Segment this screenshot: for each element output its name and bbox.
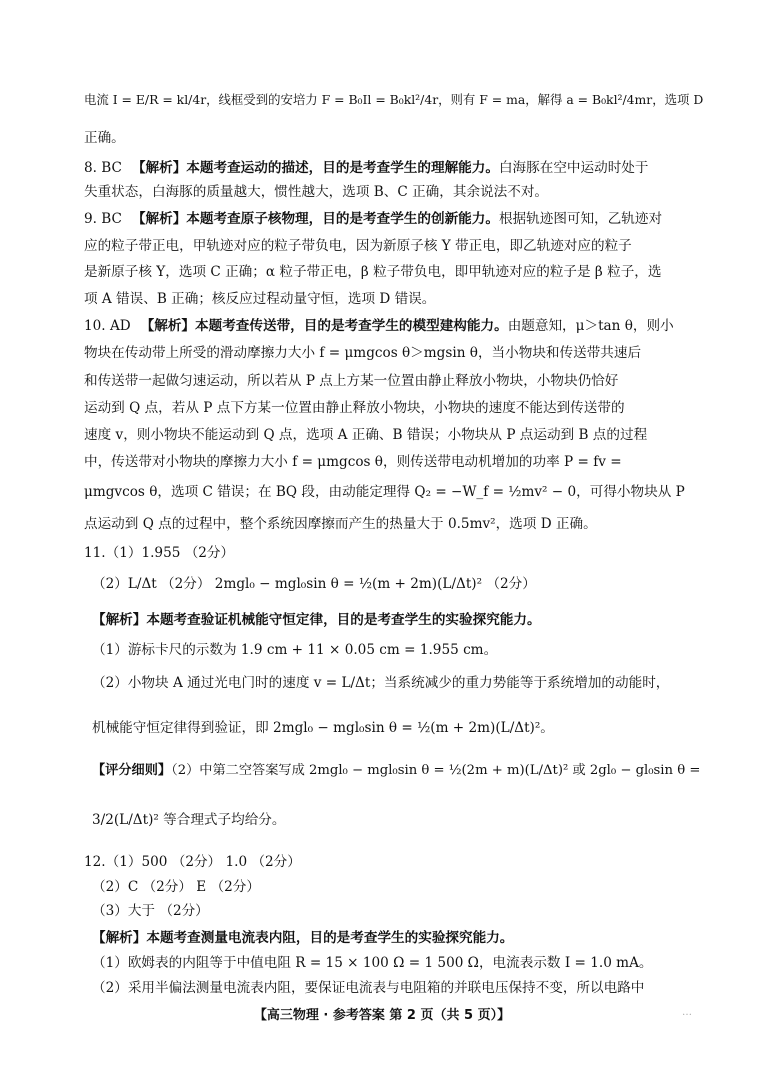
question-number: 9. BC — [84, 211, 122, 227]
line-text: （2）小物块 A 通过光电门时的速度 v = L/Δt；当系统减少的重力势能等于系统增加的动能时， — [92, 675, 670, 691]
line-text: （2）C （2分） E （2分） — [92, 879, 260, 895]
text-line — [92, 810, 286, 830]
line-text: μmgvcos θ，选项 C 错误；在 BQ 段，由动能定理得 Q₂ = −W_f = ½mv² − 0，可得小物块从 P — [84, 484, 685, 500]
analysis-heading: 【解析】本题考查验证机械能守恒定律，目的是考查学生的实验探究能力。 — [92, 612, 541, 628]
text-line — [92, 640, 497, 660]
text-line — [92, 673, 669, 693]
question-number: 8. BC — [84, 160, 122, 176]
line-text: （3）大于 （2分） — [92, 903, 209, 919]
line-text: 是新原子核 Y，选项 C 正确；α 粒子带正电，β 粒子带负电，即甲轨迹对应的粒子是 β 粒子，选 — [84, 264, 662, 280]
text-line — [84, 236, 632, 256]
line-text: 电流 I = E/R = kl/4r，线框受到的安培力 F = B₀Il = B₀kl²/4r，则有 F = ma，解得 a = B₀kl²/4mr，选项 D — [84, 92, 704, 107]
line-text: （2）L/Δt （2分） 2mgl₀ − mgl₀sin θ = ½(m + 2m)(L/Δt)² （2分） — [92, 576, 536, 592]
line-text: 正确。 — [84, 130, 125, 146]
line-text: 12.（1）500 （2分） 1.0 （2分） — [84, 854, 301, 870]
analysis-heading: 【解析】本题考查运动的描述，目的是考查学生的理解能力。 — [131, 160, 499, 176]
page-footer: 【高三物理 · 参考答案 第 2 页（共 5 页）】 — [253, 1008, 511, 1023]
text-line — [84, 289, 435, 309]
line-text: （1）欧姆表的内阻等于中值电阻 R = 15 × 100 Ω = 1 500 Ω，电流表示数 I = 1.0 mA。 — [92, 955, 653, 971]
text-line — [84, 90, 703, 110]
question-number: 10. AD — [84, 318, 131, 334]
text-line — [84, 262, 662, 282]
line-text: 根据轨迹图可知，乙轨迹对 — [498, 211, 663, 227]
line-text: （2）中第二空答案写成 2mgl₀ − mgl₀sin θ = ½(2m + m)(L/Δt)² 或 2gl₀ − gl₀sin θ = — [171, 763, 701, 778]
line-text: （2）采用半偏法测量电流表内阻，要保证电流表与电阻箱的并联电压保持不变，所以电路中 — [92, 980, 645, 996]
corner-mark: … — [682, 1007, 692, 1018]
line-text: （1）游标卡尺的示数为 1.9 cm + 11 × 0.05 cm = 1.955 cm。 — [92, 642, 498, 658]
text-line — [92, 928, 513, 948]
text-line — [92, 877, 260, 897]
text-line — [84, 209, 662, 229]
text-line — [84, 182, 548, 202]
text-line — [92, 610, 541, 630]
analysis-heading: 【解析】本题考查原子核物理，目的是考查学生的创新能力。 — [131, 211, 499, 227]
line-text: 速度 v，则小物块不能运动到 Q 点，选项 A 正确、B 错误；小物块从 P 点运动到 B 点的过程 — [84, 427, 648, 443]
line-text: 中，传送带对小物块的摩擦力大小 f = μmgcos θ，则传送带电动机增加的功率 P = fv = — [84, 454, 622, 470]
line-text: 3/2(L/Δt)² 等合理式子均给分。 — [92, 812, 286, 828]
line-text: 机械能守恒定律得到验证，即 2mgl₀ − mgl₀sin θ = ½(m + 2m)(L/Δt)²。 — [92, 720, 554, 736]
text-line — [84, 514, 597, 534]
text-line — [92, 901, 209, 921]
line-text: 11.（1）1.955 （2分） — [84, 545, 235, 561]
text-line — [84, 371, 618, 391]
text-line — [84, 158, 649, 178]
text-line — [84, 128, 125, 148]
line-text: 白海豚在空中运动时处于 — [498, 160, 649, 176]
text-line — [84, 482, 685, 502]
text-line — [92, 574, 536, 594]
line-text: 运动到 Q 点，若从 P 点下方某一位置由静止释放小物块，小物块的速度不能达到传送带的 — [84, 400, 625, 416]
line-text: 应的粒子带正电，甲轨迹对应的粒子带负电，因为新原子核 Y 带正电，即乙轨迹对应的粒子 — [84, 238, 632, 254]
text-line — [84, 398, 625, 418]
line-text: 点运动到 Q 点的过程中，整个系统因摩擦而产生的热量大于 0.5mv²，选项 D 正确。 — [84, 516, 597, 532]
text-line — [84, 452, 622, 472]
text-line — [84, 852, 301, 872]
analysis-heading: 【解析】本题考查传送带，目的是考查学生的模型建构能力。 — [140, 318, 508, 334]
text-line — [84, 343, 641, 363]
text-line — [92, 718, 554, 738]
line-text: 失重状态，白海豚的质量越大，惯性越大，选项 B、C 正确，其余说法不对。 — [84, 184, 549, 200]
text-line — [84, 425, 647, 445]
line-text: 和传送带一起做匀速运动，所以若从 P 点上方某一位置由静止释放小物块，小物块仍恰好 — [84, 373, 619, 389]
text-line — [92, 953, 652, 973]
text-line — [92, 761, 700, 781]
line-text: 由题意知，μ＞tan θ，则小 — [507, 318, 674, 334]
text-line — [84, 543, 234, 563]
line-text: 物块在传动带上所受的滑动摩擦力大小 f = μmgcos θ＞mgsin θ，当小物块和传送带共速后 — [84, 345, 642, 361]
text-line — [92, 978, 644, 998]
text-line — [84, 316, 674, 336]
analysis-heading: 【评分细则】 — [92, 763, 172, 778]
line-text: 项 A 错误、B 正确；核反应过程动量守恒，选项 D 错误。 — [84, 291, 436, 307]
analysis-heading: 【解析】本题考查测量电流表内阻，目的是考查学生的实验探究能力。 — [92, 930, 514, 946]
